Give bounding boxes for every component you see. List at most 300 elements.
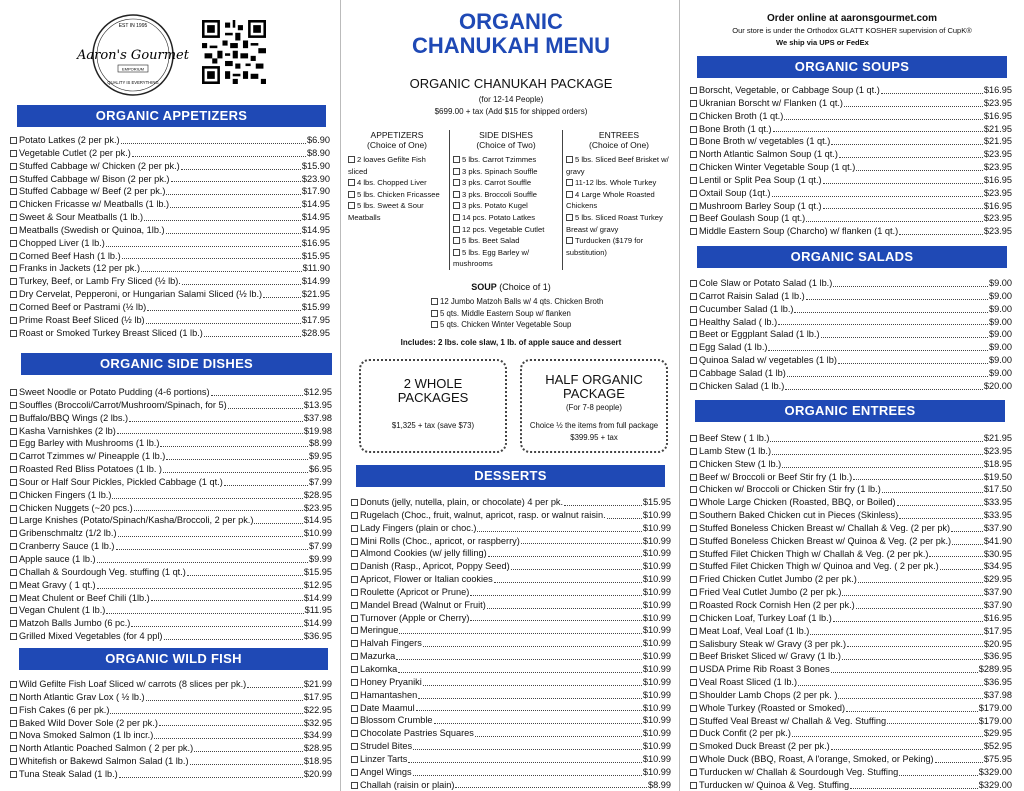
checkbox-icon[interactable] bbox=[690, 653, 697, 660]
checkbox-icon[interactable] bbox=[690, 357, 697, 364]
checkbox-icon[interactable] bbox=[690, 370, 697, 377]
checkbox-icon[interactable] bbox=[10, 620, 17, 627]
item-name bbox=[10, 262, 140, 275]
desserts-item bbox=[351, 496, 671, 509]
checkbox-icon[interactable] bbox=[453, 179, 460, 186]
checkbox-icon[interactable] bbox=[10, 771, 17, 778]
checkbox-icon[interactable] bbox=[690, 782, 697, 789]
checkbox-icon[interactable] bbox=[690, 293, 697, 300]
desserts-item bbox=[351, 509, 671, 522]
dot-leader bbox=[806, 290, 988, 300]
item-name bbox=[690, 432, 769, 445]
checkbox-icon[interactable] bbox=[10, 595, 17, 602]
side-dishes-item bbox=[10, 553, 332, 566]
item-price: $28.95 bbox=[303, 743, 332, 754]
desserts-item bbox=[351, 637, 671, 650]
qr-code-icon[interactable] bbox=[202, 20, 266, 84]
checkbox-icon[interactable] bbox=[351, 525, 358, 532]
item-name bbox=[690, 496, 896, 509]
package-option-label: 4 lbs. Chopped Liver bbox=[357, 178, 427, 188]
checkbox-icon[interactable] bbox=[690, 138, 697, 145]
checkbox-icon[interactable] bbox=[453, 202, 460, 209]
item-name bbox=[690, 483, 881, 496]
dot-leader bbox=[856, 161, 983, 171]
checkbox-icon[interactable] bbox=[351, 756, 358, 763]
item-price: $52.95 bbox=[983, 741, 1012, 752]
checkbox-icon[interactable] bbox=[690, 499, 697, 506]
item-price: $15.99 bbox=[301, 301, 330, 312]
checkbox-icon[interactable] bbox=[351, 769, 358, 776]
item-name bbox=[690, 187, 771, 200]
item-price: $14.95 bbox=[303, 515, 332, 526]
checkbox-icon[interactable] bbox=[351, 602, 358, 609]
checkbox-icon[interactable] bbox=[10, 707, 17, 714]
desserts-item bbox=[351, 599, 671, 612]
item-name bbox=[351, 779, 454, 791]
checkbox-icon[interactable] bbox=[10, 402, 17, 409]
half-package-line1: HALF ORGANIC bbox=[545, 372, 643, 387]
checkbox-icon[interactable] bbox=[566, 156, 573, 163]
item-name bbox=[690, 354, 837, 367]
item-name bbox=[690, 161, 855, 174]
checkbox-icon[interactable] bbox=[453, 168, 460, 175]
checkbox-icon[interactable] bbox=[10, 505, 17, 512]
package-option-label: 12 pcs. Vegetable Cutlet bbox=[462, 224, 545, 234]
checkbox-icon[interactable] bbox=[690, 113, 697, 120]
checkbox-icon[interactable] bbox=[351, 653, 358, 660]
side-dishes-item bbox=[10, 566, 332, 579]
item-price: $21.99 bbox=[303, 679, 332, 689]
item-name bbox=[690, 225, 898, 238]
checkbox-icon[interactable] bbox=[351, 563, 358, 570]
checkbox-icon[interactable] bbox=[351, 538, 358, 545]
item-name bbox=[690, 638, 846, 651]
desserts-item bbox=[351, 702, 671, 715]
dot-leader bbox=[423, 637, 642, 647]
checkbox-icon[interactable] bbox=[351, 627, 358, 634]
dot-leader bbox=[434, 714, 642, 724]
item-price: $10.99 bbox=[642, 689, 671, 700]
checkbox-icon[interactable] bbox=[351, 550, 358, 557]
checkbox-icon[interactable] bbox=[690, 319, 697, 326]
checkbox-icon[interactable] bbox=[10, 479, 17, 486]
item-price: $10.99 bbox=[642, 599, 671, 610]
item-name bbox=[351, 573, 493, 586]
checkbox-icon[interactable] bbox=[351, 743, 358, 750]
item-price: $10.99 bbox=[642, 663, 671, 674]
checkbox-icon[interactable] bbox=[690, 525, 697, 532]
item-label: Mazurka bbox=[360, 651, 396, 662]
checkbox-icon[interactable] bbox=[690, 344, 697, 351]
soup-option bbox=[431, 319, 603, 331]
item-name bbox=[351, 753, 407, 766]
checkbox-icon[interactable] bbox=[351, 679, 358, 686]
checkbox-icon[interactable] bbox=[566, 191, 573, 198]
item-label: Stuffed Filet Chicken Thigh w/ Quinoa and Veg. ( 2 per pk.) bbox=[699, 561, 939, 572]
checkbox-icon[interactable] bbox=[348, 202, 355, 209]
item-label: Baked Wild Dover Sole (2 per pk.) bbox=[19, 717, 158, 728]
checkbox-icon[interactable] bbox=[10, 607, 17, 614]
checkbox-icon[interactable] bbox=[690, 538, 697, 545]
checkbox-icon[interactable] bbox=[690, 628, 697, 635]
item-name bbox=[690, 766, 898, 779]
item-price: $16.95 bbox=[983, 612, 1012, 623]
item-price: $9.00 bbox=[989, 290, 1012, 301]
item-label: Nova Smoked Salmon (1 lb incr.) bbox=[19, 730, 154, 741]
checkbox-icon[interactable] bbox=[10, 227, 17, 234]
checkbox-icon[interactable] bbox=[566, 237, 573, 244]
checkbox-icon[interactable] bbox=[10, 720, 17, 727]
dot-leader bbox=[181, 160, 301, 170]
item-label: Potato Latkes (2 per pk.) bbox=[19, 135, 120, 145]
side-dishes-item bbox=[10, 437, 332, 450]
appetizers-item bbox=[10, 262, 330, 275]
item-price: $28.95 bbox=[301, 327, 330, 338]
dot-leader bbox=[564, 496, 642, 506]
dot-leader bbox=[494, 573, 642, 583]
dot-leader bbox=[131, 617, 303, 627]
item-label: Stuffed Cabbage w/ Beef (2 per pk.) bbox=[19, 186, 166, 197]
checkbox-icon[interactable] bbox=[690, 679, 697, 686]
checkbox-icon[interactable] bbox=[690, 164, 697, 171]
checkbox-icon[interactable] bbox=[10, 543, 17, 550]
package-option bbox=[453, 154, 559, 166]
checkbox-icon[interactable] bbox=[690, 563, 697, 570]
item-name bbox=[10, 327, 203, 340]
checkbox-icon[interactable] bbox=[348, 179, 355, 186]
checkbox-icon[interactable] bbox=[690, 448, 697, 455]
checkbox-icon[interactable] bbox=[351, 615, 358, 622]
checkbox-icon[interactable] bbox=[453, 237, 460, 244]
item-name bbox=[10, 617, 130, 630]
wild-fish-item bbox=[10, 717, 332, 730]
checkbox-icon[interactable] bbox=[690, 435, 697, 442]
checkbox-icon[interactable] bbox=[351, 705, 358, 712]
checkbox-icon[interactable] bbox=[10, 240, 17, 247]
checkbox-icon[interactable] bbox=[566, 214, 573, 221]
dot-leader bbox=[190, 755, 303, 765]
logo-tagline: QUALITY IS EVERYTHING bbox=[107, 80, 159, 85]
soups-item bbox=[690, 212, 1012, 225]
side-dishes-item bbox=[10, 502, 332, 515]
order-online[interactable]: Order online at aaronsgourmet.com bbox=[766, 13, 938, 24]
item-name bbox=[690, 522, 950, 535]
checkbox-icon[interactable] bbox=[690, 512, 697, 519]
dot-leader bbox=[97, 553, 308, 563]
checkbox-icon[interactable] bbox=[690, 743, 697, 750]
checkbox-icon[interactable] bbox=[10, 330, 17, 337]
item-label: Lakomka bbox=[360, 663, 398, 674]
checkbox-icon[interactable] bbox=[10, 278, 17, 285]
checkbox-icon[interactable] bbox=[690, 615, 697, 622]
soup-option-label: 5 qts. Chicken Winter Vegetable Soup bbox=[440, 320, 572, 330]
item-price: $20.99 bbox=[303, 768, 332, 779]
wild-fish-item bbox=[10, 755, 332, 768]
item-label: Almond Cookies (w/ jelly filling) bbox=[360, 548, 487, 559]
checkbox-icon[interactable] bbox=[690, 331, 697, 338]
checkbox-icon[interactable] bbox=[351, 782, 358, 789]
menu-title-line1: ORGANIC bbox=[459, 9, 563, 34]
checkbox-icon[interactable] bbox=[690, 203, 697, 210]
checkbox-icon[interactable] bbox=[690, 126, 697, 133]
checkbox-icon[interactable] bbox=[10, 681, 17, 688]
checkbox-icon[interactable] bbox=[10, 265, 17, 272]
checkbox-icon[interactable] bbox=[10, 453, 17, 460]
item-name bbox=[10, 678, 246, 691]
desserts-item bbox=[351, 560, 671, 573]
item-price: $21.95 bbox=[301, 289, 330, 300]
package-entrees bbox=[563, 130, 675, 270]
package-appetizers bbox=[345, 130, 449, 270]
checkbox-icon[interactable] bbox=[10, 304, 17, 311]
dot-leader bbox=[882, 483, 983, 493]
checkbox-icon[interactable] bbox=[431, 298, 438, 305]
checkbox-icon[interactable] bbox=[453, 191, 460, 198]
item-label: Challah (raisin or plain) bbox=[360, 779, 455, 790]
item-label: Gribenschmaltz (1/2 lb.) bbox=[19, 528, 117, 539]
side-dishes-item bbox=[10, 630, 332, 643]
checkbox-icon[interactable] bbox=[690, 730, 697, 737]
side-dishes-list bbox=[10, 386, 332, 643]
entrees-item bbox=[690, 522, 1012, 535]
side-dishes-item bbox=[10, 463, 332, 476]
item-label: Ukranian Borscht w/ Flanken (1 qt.) bbox=[699, 97, 843, 108]
item-price: $23.95 bbox=[983, 213, 1012, 224]
item-price: $8.99 bbox=[648, 779, 671, 790]
package-option-label: 5 lbs. Sweet & Sour Meatballs bbox=[348, 201, 424, 222]
item-name bbox=[351, 714, 433, 727]
checkbox-icon[interactable] bbox=[690, 576, 697, 583]
side-dishes-item bbox=[10, 514, 332, 527]
dot-leader bbox=[110, 704, 303, 714]
item-label: Beet or Eggplant Salad (1 lb.) bbox=[699, 329, 820, 340]
dot-leader bbox=[416, 702, 642, 712]
checkbox-icon[interactable] bbox=[690, 151, 697, 158]
checkbox-icon[interactable] bbox=[453, 214, 460, 221]
checkbox-icon[interactable] bbox=[10, 758, 17, 765]
checkbox-icon[interactable] bbox=[348, 191, 355, 198]
checkbox-icon[interactable] bbox=[351, 717, 358, 724]
checkbox-icon[interactable] bbox=[10, 188, 17, 195]
item-label: Lady Fingers (plain or choc.) bbox=[360, 522, 477, 533]
item-label: Lamb Stew (1 lb.) bbox=[699, 445, 771, 456]
checkbox-icon[interactable] bbox=[10, 517, 17, 524]
checkbox-icon[interactable] bbox=[10, 745, 17, 752]
checkbox-icon[interactable] bbox=[10, 415, 17, 422]
desserts-item bbox=[351, 727, 671, 740]
item-name bbox=[690, 97, 843, 110]
item-label: Beef w/ Broccoli or Beef Stir fry (1 lb.) bbox=[699, 471, 853, 482]
desserts-item bbox=[351, 522, 671, 535]
checkbox-icon[interactable] bbox=[690, 215, 697, 222]
checkbox-icon[interactable] bbox=[10, 176, 17, 183]
checkbox-icon[interactable] bbox=[10, 440, 17, 447]
dot-leader bbox=[204, 327, 301, 337]
checkbox-icon[interactable] bbox=[10, 253, 17, 260]
checkbox-icon[interactable] bbox=[10, 389, 17, 396]
checkbox-icon[interactable] bbox=[690, 666, 697, 673]
dot-leader bbox=[146, 314, 301, 324]
package-option-label: 14 pcs. Potato Latkes bbox=[462, 212, 536, 222]
checkbox-icon[interactable] bbox=[690, 177, 697, 184]
checkbox-icon[interactable] bbox=[690, 87, 697, 94]
dot-leader bbox=[116, 540, 309, 550]
checkbox-icon[interactable] bbox=[10, 466, 17, 473]
dot-leader bbox=[842, 650, 983, 660]
checkbox-icon[interactable] bbox=[690, 474, 697, 481]
checkbox-icon[interactable] bbox=[351, 512, 358, 519]
checkbox-icon[interactable] bbox=[10, 530, 17, 537]
item-name bbox=[10, 437, 159, 450]
checkbox-icon[interactable] bbox=[566, 179, 573, 186]
item-price: $10.99 bbox=[642, 561, 671, 572]
checkbox-icon[interactable] bbox=[10, 492, 17, 499]
checkbox-icon[interactable] bbox=[351, 730, 358, 737]
checkbox-icon[interactable] bbox=[351, 499, 358, 506]
item-price: $28.95 bbox=[303, 489, 332, 500]
checkbox-icon[interactable] bbox=[351, 589, 358, 596]
checkbox-icon[interactable] bbox=[690, 756, 697, 763]
item-name bbox=[351, 624, 398, 637]
item-name bbox=[10, 386, 210, 399]
item-label: Sweet & Sour Meatballs (1 lb.) bbox=[19, 212, 144, 223]
dot-leader bbox=[887, 715, 978, 725]
dot-leader bbox=[228, 399, 303, 409]
dot-leader bbox=[929, 548, 982, 558]
wild-fish-banner: ORGANIC WILD FISH bbox=[19, 648, 328, 670]
checkbox-icon[interactable] bbox=[453, 156, 460, 163]
item-name bbox=[351, 560, 510, 573]
item-name bbox=[690, 625, 809, 638]
item-name bbox=[690, 727, 791, 740]
item-name bbox=[10, 476, 223, 489]
checkbox-icon[interactable] bbox=[10, 214, 17, 221]
dot-leader bbox=[396, 650, 642, 660]
checkbox-icon[interactable] bbox=[351, 640, 358, 647]
checkbox-icon[interactable] bbox=[10, 582, 17, 589]
checkbox-icon[interactable] bbox=[10, 150, 17, 157]
item-name bbox=[690, 303, 793, 316]
item-name bbox=[10, 566, 186, 579]
item-name bbox=[351, 740, 412, 753]
item-label: Bone Broth w/ vegetables (1 qt.) bbox=[699, 136, 831, 147]
checkbox-icon[interactable] bbox=[690, 551, 697, 558]
entrees-item bbox=[690, 663, 1012, 676]
checkbox-icon[interactable] bbox=[10, 317, 17, 324]
checkbox-icon[interactable] bbox=[10, 633, 17, 640]
soup-option bbox=[431, 296, 603, 308]
checkbox-icon[interactable] bbox=[690, 692, 697, 699]
package-option-label: 4 Large Whole Roasted Chickens bbox=[566, 189, 655, 211]
item-price: $9.00 bbox=[989, 329, 1012, 340]
item-name bbox=[10, 768, 118, 781]
item-name bbox=[10, 489, 111, 502]
item-price: $7.99 bbox=[309, 541, 332, 552]
dot-leader bbox=[413, 766, 642, 776]
checkbox-icon[interactable] bbox=[10, 428, 17, 435]
checkbox-icon[interactable] bbox=[690, 705, 697, 712]
soups-item bbox=[690, 187, 1012, 200]
checkbox-icon[interactable] bbox=[690, 769, 697, 776]
item-price: $9.00 bbox=[989, 278, 1012, 288]
checkbox-icon[interactable] bbox=[10, 694, 17, 701]
item-label: Rugelach (Choc., fruit, walnut, apricot, rasp. or walnut raisin. bbox=[360, 509, 606, 520]
checkbox-icon[interactable] bbox=[690, 602, 697, 609]
dot-leader bbox=[856, 599, 983, 609]
checkbox-icon[interactable] bbox=[690, 461, 697, 468]
item-label: Chicken Nuggets (~20 pcs.) bbox=[19, 502, 133, 513]
side-dishes-item bbox=[10, 386, 332, 399]
checkbox-icon[interactable] bbox=[10, 163, 17, 170]
checkbox-icon[interactable] bbox=[690, 306, 697, 313]
checkbox-icon[interactable] bbox=[431, 310, 438, 317]
checkbox-icon[interactable] bbox=[690, 100, 697, 107]
checkbox-icon[interactable] bbox=[10, 732, 17, 739]
package-option bbox=[566, 177, 672, 189]
dot-leader bbox=[182, 275, 301, 285]
checkbox-icon[interactable] bbox=[690, 718, 697, 725]
checkbox-icon[interactable] bbox=[351, 576, 358, 583]
item-price: $37.90 bbox=[983, 522, 1012, 533]
package-option bbox=[348, 189, 446, 201]
checkbox-icon[interactable] bbox=[10, 556, 17, 563]
dot-leader bbox=[846, 702, 978, 712]
dot-leader bbox=[952, 535, 983, 545]
item-label: Roast or Smoked Turkey Breast Sliced (1 lb.) bbox=[19, 327, 203, 338]
checkbox-icon[interactable] bbox=[690, 280, 697, 287]
aarons-gourmet-logo bbox=[72, 12, 194, 98]
item-name bbox=[10, 275, 181, 288]
item-price: $14.95 bbox=[301, 199, 330, 210]
checkbox-icon[interactable] bbox=[690, 589, 697, 596]
item-price: $19.50 bbox=[983, 471, 1012, 482]
checkbox-icon[interactable] bbox=[10, 291, 17, 298]
dot-leader bbox=[778, 316, 988, 326]
checkbox-icon[interactable] bbox=[453, 226, 460, 233]
checkbox-icon[interactable] bbox=[690, 190, 697, 197]
dot-leader bbox=[511, 560, 642, 570]
checkbox-icon[interactable] bbox=[690, 641, 697, 648]
item-price: $23.95 bbox=[983, 445, 1012, 456]
item-price: $10.99 bbox=[642, 625, 671, 636]
checkbox-icon[interactable] bbox=[690, 486, 697, 493]
two-packages-line2: PACKAGES bbox=[397, 390, 469, 405]
checkbox-icon[interactable] bbox=[690, 383, 697, 390]
item-name bbox=[690, 509, 898, 522]
checkbox-icon[interactable] bbox=[431, 321, 438, 328]
item-label: Chopped Liver (1 lb.) bbox=[19, 237, 105, 248]
dot-leader bbox=[423, 676, 642, 686]
item-price: $6.90 bbox=[307, 135, 330, 145]
checkbox-icon[interactable] bbox=[10, 137, 17, 144]
checkbox-icon[interactable] bbox=[10, 569, 17, 576]
checkbox-icon[interactable] bbox=[453, 249, 460, 256]
appetizers-item bbox=[10, 185, 330, 198]
salads-item bbox=[690, 303, 1012, 316]
side-dishes-banner: ORGANIC SIDE DISHES bbox=[21, 353, 332, 375]
checkbox-icon[interactable] bbox=[348, 156, 355, 163]
item-price: $17.95 bbox=[303, 691, 332, 702]
item-name bbox=[690, 779, 849, 791]
item-label: Stuffed Boneless Chicken Breast w/ Quinoa & Veg. (2 per pk.) bbox=[699, 535, 952, 546]
checkbox-icon[interactable] bbox=[690, 228, 697, 235]
checkbox-icon[interactable] bbox=[10, 201, 17, 208]
soups-item bbox=[690, 148, 1012, 161]
checkbox-icon[interactable] bbox=[351, 666, 358, 673]
item-name bbox=[351, 535, 520, 548]
checkbox-icon[interactable] bbox=[351, 692, 358, 699]
item-label: Carrot Tzimmes w/ Pineapple (1 lb.) bbox=[19, 451, 166, 462]
